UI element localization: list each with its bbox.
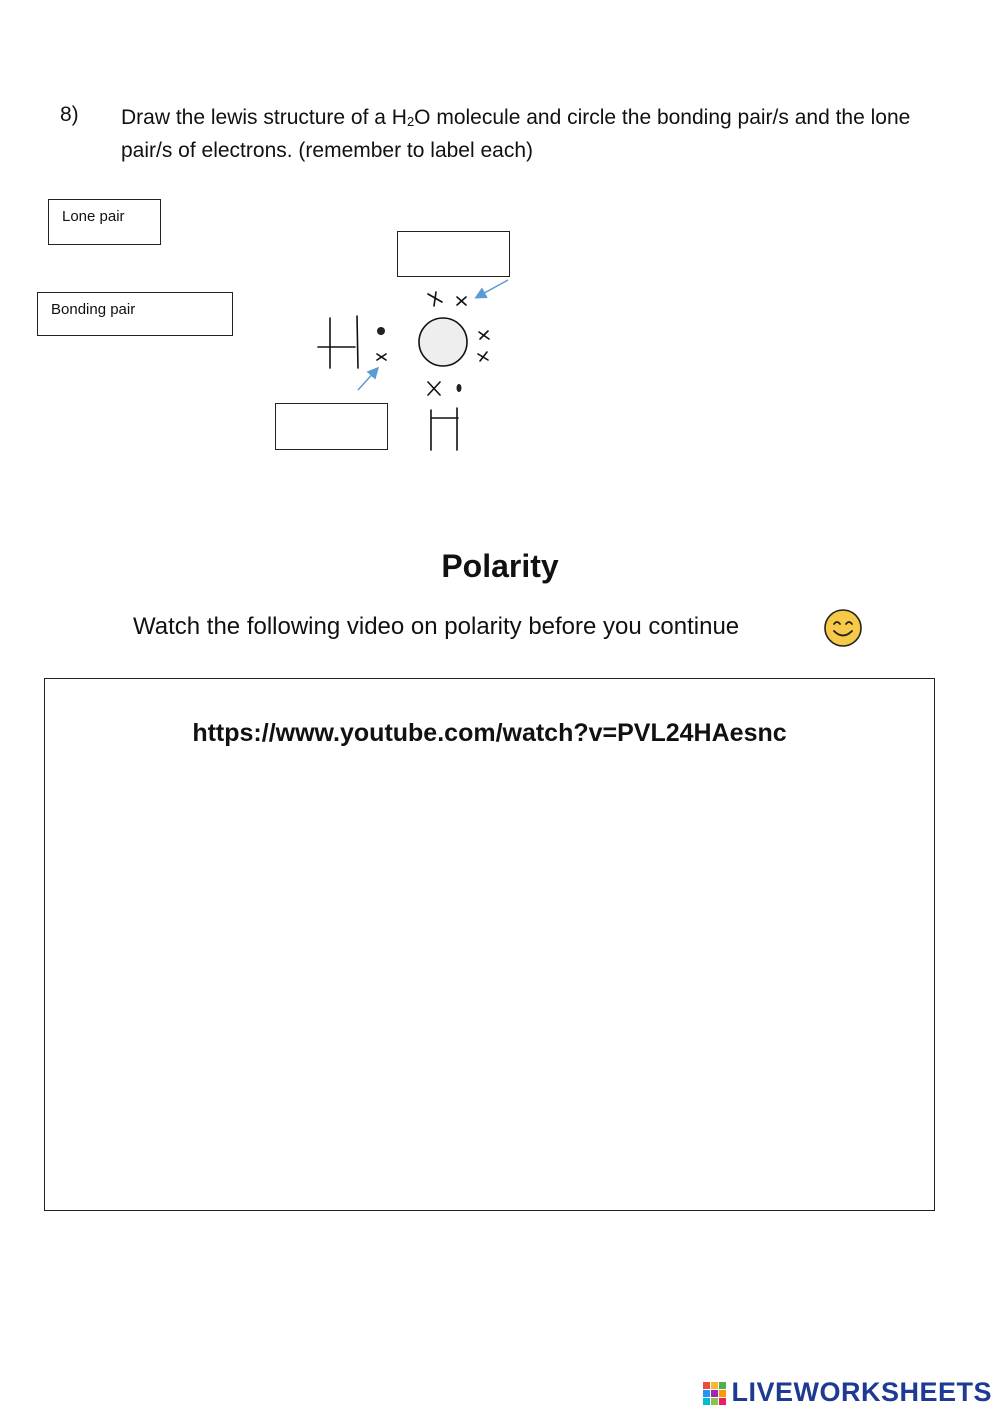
instruction-text: Watch the following video on polarity before you continue xyxy=(133,613,740,640)
arrow-bottom xyxy=(358,369,377,390)
question-number: 8) xyxy=(60,103,79,126)
electron-dot xyxy=(377,327,385,335)
lone-pair-label[interactable]: Lone pair xyxy=(48,199,161,245)
electron-dot xyxy=(457,384,462,392)
liveworksheets-logo-icon xyxy=(703,1380,727,1406)
oxygen-atom xyxy=(419,318,467,366)
section-heading: Polarity xyxy=(441,548,559,584)
video-url-link[interactable]: https://www.youtube.com/watch?v=PVL24HAesnc xyxy=(192,719,787,747)
footer-brand xyxy=(703,1377,992,1408)
footer-brand-text: LIVEWORKSHEETS xyxy=(731,1377,992,1407)
bonding-pair-label[interactable]: Bonding pair xyxy=(37,292,233,336)
smiling-face-icon xyxy=(823,608,863,648)
video-frame xyxy=(44,678,935,1211)
arrow-top xyxy=(477,280,508,297)
question-text: Draw the lewis structure of a $H_2O$ molecule and circle the bonding pair/s and the lone pair/s of electrons. (remember to label each) xyxy=(121,106,911,162)
lewis-structure-diagram xyxy=(300,270,530,460)
